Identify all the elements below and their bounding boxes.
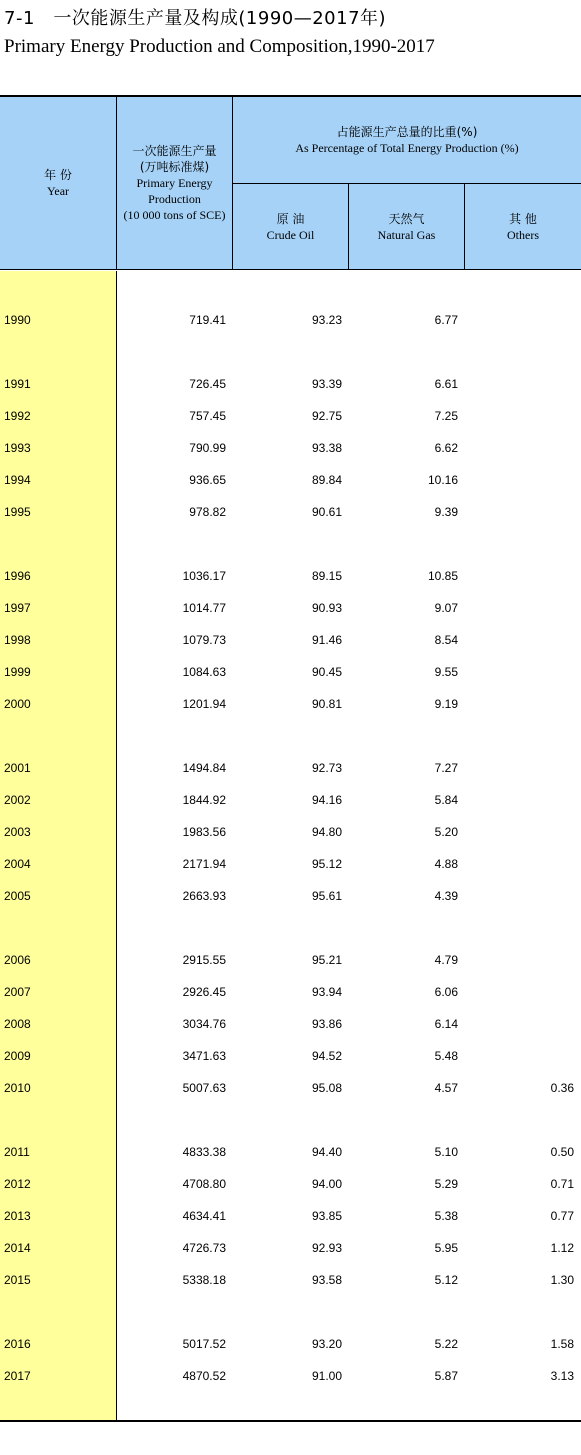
year-cell: 1991 (4, 377, 31, 391)
table-row (0, 1015, 581, 1033)
crude-oil-cell: 93.85 (311, 1209, 342, 1223)
crude-oil-cell: 89.84 (311, 473, 342, 487)
header-production-en1: Primary Energy (136, 176, 213, 190)
crude-oil-cell: 95.21 (311, 953, 342, 967)
header-divider (116, 97, 117, 269)
others-cell: 1.58 (550, 1337, 574, 1351)
crude-oil-cell: 95.12 (311, 857, 342, 871)
header-production-en2: Production (148, 192, 201, 206)
year-cell: 2011 (4, 1145, 30, 1159)
production-cell: 1079.73 (182, 633, 226, 647)
table-row (0, 1079, 581, 1097)
production-cell: 936.65 (189, 473, 226, 487)
production-cell: 726.45 (189, 377, 226, 391)
year-cell: 2008 (4, 1017, 31, 1031)
crude-oil-cell: 93.23 (311, 313, 342, 327)
table-row (0, 1047, 581, 1065)
table-row (0, 1239, 581, 1257)
year-cell: 1999 (4, 665, 31, 679)
header-year-cn: 年 份 (44, 168, 72, 182)
production-cell: 4833.38 (182, 1145, 226, 1159)
header-production (117, 97, 232, 269)
natural-gas-cell: 7.27 (434, 761, 458, 775)
production-cell: 2663.93 (182, 889, 226, 903)
crude-oil-cell: 95.61 (311, 889, 342, 903)
year-cell: 2016 (4, 1337, 31, 1351)
natural-gas-cell: 4.88 (434, 857, 458, 871)
crude-oil-cell: 94.80 (311, 825, 342, 839)
header-divider (464, 183, 465, 269)
production-cell: 1201.94 (182, 697, 226, 711)
table-row (0, 631, 581, 649)
header-production-en3: (10 000 tons of SCE) (123, 208, 226, 222)
table-row (0, 663, 581, 681)
production-cell: 2171.94 (182, 857, 226, 871)
table-row (0, 823, 581, 841)
crude-oil-cell: 93.58 (311, 1273, 342, 1287)
production-cell: 1844.92 (182, 793, 226, 807)
crude-oil-cell: 94.52 (311, 1049, 342, 1063)
natural-gas-cell: 5.38 (434, 1209, 458, 1223)
production-cell: 2915.55 (182, 953, 226, 967)
crude-oil-cell: 91.46 (311, 633, 342, 647)
natural-gas-cell: 6.61 (434, 377, 458, 391)
production-cell: 1084.63 (182, 665, 226, 679)
production-cell: 1014.77 (182, 601, 226, 615)
year-cell: 1992 (4, 409, 31, 423)
header-percentage-group (233, 97, 581, 183)
production-cell: 2926.45 (182, 985, 226, 999)
natural-gas-cell: 5.84 (434, 793, 458, 807)
production-cell: 790.99 (189, 441, 226, 455)
crude-oil-cell: 94.40 (311, 1145, 342, 1159)
header-crude-oil (233, 184, 348, 269)
crude-oil-cell: 92.75 (311, 409, 342, 423)
natural-gas-cell: 5.20 (434, 825, 458, 839)
year-cell: 2015 (4, 1273, 31, 1287)
natural-gas-cell: 7.25 (434, 409, 458, 423)
crude-oil-cell: 94.00 (311, 1177, 342, 1191)
crude-oil-cell: 95.08 (311, 1081, 342, 1095)
year-cell: 2006 (4, 953, 31, 967)
table-row (0, 887, 581, 905)
production-cell: 5007.63 (182, 1081, 226, 1095)
crude-oil-cell: 92.73 (311, 761, 342, 775)
year-cell: 1998 (4, 633, 31, 647)
table-row (0, 503, 581, 521)
natural-gas-cell: 10.85 (427, 569, 458, 583)
others-cell: 0.50 (550, 1145, 574, 1159)
header-percentage-cn: 占能源生产总量的比重(%) (336, 125, 478, 139)
production-cell: 1983.56 (182, 825, 226, 839)
production-cell: 4708.80 (182, 1177, 226, 1191)
natural-gas-cell: 5.12 (434, 1273, 458, 1287)
natural-gas-cell: 5.48 (434, 1049, 458, 1063)
natural-gas-cell: 5.87 (434, 1369, 458, 1383)
production-cell: 719.41 (189, 313, 226, 327)
year-cell: 2003 (4, 825, 31, 839)
production-cell: 4870.52 (182, 1369, 226, 1383)
crude-oil-cell: 90.81 (311, 697, 342, 711)
year-cell: 2013 (4, 1209, 31, 1223)
natural-gas-cell: 8.54 (434, 633, 458, 647)
header-production-cn2: (万吨标准煤) (139, 160, 210, 174)
year-cell: 2009 (4, 1049, 31, 1063)
natural-gas-cell: 5.29 (434, 1177, 458, 1191)
table-row (0, 375, 581, 393)
table-header (0, 97, 581, 270)
natural-gas-cell: 9.19 (434, 697, 458, 711)
year-cell: 2000 (4, 697, 31, 711)
natural-gas-cell: 4.79 (434, 953, 458, 967)
natural-gas-cell: 5.22 (434, 1337, 458, 1351)
crude-oil-cell: 93.39 (311, 377, 342, 391)
others-cell: 1.12 (550, 1241, 574, 1255)
others-cell: 1.30 (550, 1273, 574, 1287)
crude-oil-cell: 89.15 (311, 569, 342, 583)
natural-gas-cell: 9.39 (434, 505, 458, 519)
year-cell: 2012 (4, 1177, 31, 1191)
year-cell: 2001 (4, 761, 31, 775)
year-cell: 1994 (4, 473, 31, 487)
year-cell: 2010 (4, 1081, 31, 1095)
header-production-cn1: 一次能源生产量 (132, 144, 217, 158)
table-row (0, 1207, 581, 1225)
year-cell: 2014 (4, 1241, 31, 1255)
table-row (0, 1143, 581, 1161)
natural-gas-cell: 6.14 (434, 1017, 458, 1031)
table-row (0, 471, 581, 489)
header-others-cn: 其 他 (509, 211, 537, 226)
header-crude-oil-en: Crude Oil (266, 227, 315, 242)
year-cell: 1996 (4, 569, 31, 583)
table-row (0, 951, 581, 969)
header-natural-gas-en: Natural Gas (377, 227, 436, 242)
crude-oil-cell: 93.20 (311, 1337, 342, 1351)
year-cell: 1997 (4, 601, 31, 615)
header-year (0, 97, 116, 269)
crude-oil-cell: 91.00 (311, 1369, 342, 1383)
year-cell: 2005 (4, 889, 31, 903)
table-row (0, 567, 581, 585)
header-year-en: Year (46, 184, 70, 198)
year-cell: 1990 (4, 313, 31, 327)
table-row (0, 599, 581, 617)
year-cell: 2004 (4, 857, 31, 871)
production-cell: 1494.84 (182, 761, 226, 775)
natural-gas-cell: 5.95 (434, 1241, 458, 1255)
others-cell: 3.13 (550, 1369, 574, 1383)
table-row (0, 407, 581, 425)
natural-gas-cell: 6.77 (434, 313, 458, 327)
year-cell: 1993 (4, 441, 31, 455)
production-cell: 757.45 (189, 409, 226, 423)
crude-oil-cell: 92.93 (311, 1241, 342, 1255)
table-row (0, 1175, 581, 1193)
others-cell: 0.77 (550, 1209, 574, 1223)
natural-gas-cell: 4.39 (434, 889, 458, 903)
production-cell: 3034.76 (182, 1017, 226, 1031)
header-percentage-en: As Percentage of Total Energy Production (%) (295, 141, 519, 155)
production-cell: 4726.73 (182, 1241, 226, 1255)
header-divider (348, 183, 349, 269)
table-row (0, 855, 581, 873)
header-others (465, 184, 581, 269)
others-cell: 0.36 (550, 1081, 574, 1095)
header-natural-gas (349, 184, 464, 269)
table-row (0, 695, 581, 713)
production-cell: 4634.41 (182, 1209, 226, 1223)
natural-gas-cell: 10.16 (427, 473, 458, 487)
year-cell: 2002 (4, 793, 31, 807)
crude-oil-cell: 93.38 (311, 441, 342, 455)
natural-gas-cell: 6.06 (434, 985, 458, 999)
header-crude-oil-cn: 原 油 (276, 211, 305, 226)
natural-gas-cell: 5.10 (434, 1145, 458, 1159)
crude-oil-cell: 90.45 (311, 665, 342, 679)
header-natural-gas-cn: 天然气 (388, 211, 425, 226)
header-divider (232, 183, 581, 184)
header-others-en: Others (507, 227, 539, 242)
table-row (0, 1271, 581, 1289)
natural-gas-cell: 6.62 (434, 441, 458, 455)
production-cell: 3471.63 (182, 1049, 226, 1063)
year-cell: 2017 (4, 1369, 31, 1383)
table-row (0, 1367, 581, 1385)
natural-gas-cell: 4.57 (434, 1081, 458, 1095)
crude-oil-cell: 90.61 (311, 505, 342, 519)
table-title-chinese: 7-1 一次能源生产量及构成(1990—2017年) (4, 8, 387, 29)
production-cell: 978.82 (189, 505, 226, 519)
production-cell: 1036.17 (182, 569, 226, 583)
year-cell: 1995 (4, 505, 31, 519)
others-cell: 0.71 (550, 1177, 574, 1191)
year-cell: 2007 (4, 985, 31, 999)
crude-oil-cell: 93.94 (311, 985, 342, 999)
table-row (0, 311, 581, 329)
production-cell: 5017.52 (182, 1337, 226, 1351)
crude-oil-cell: 93.86 (311, 1017, 342, 1031)
table-row (0, 983, 581, 1001)
production-cell: 5338.18 (182, 1273, 226, 1287)
table-row (0, 1335, 581, 1353)
table-row (0, 791, 581, 809)
crude-oil-cell: 94.16 (311, 793, 342, 807)
table-bottom-rule (0, 1420, 581, 1422)
table-row (0, 439, 581, 457)
table-title-english: Primary Energy Production and Composition,1990-2017 (4, 36, 435, 57)
table-row (0, 759, 581, 777)
natural-gas-cell: 9.55 (434, 665, 458, 679)
natural-gas-cell: 9.07 (434, 601, 458, 615)
crude-oil-cell: 90.93 (311, 601, 342, 615)
